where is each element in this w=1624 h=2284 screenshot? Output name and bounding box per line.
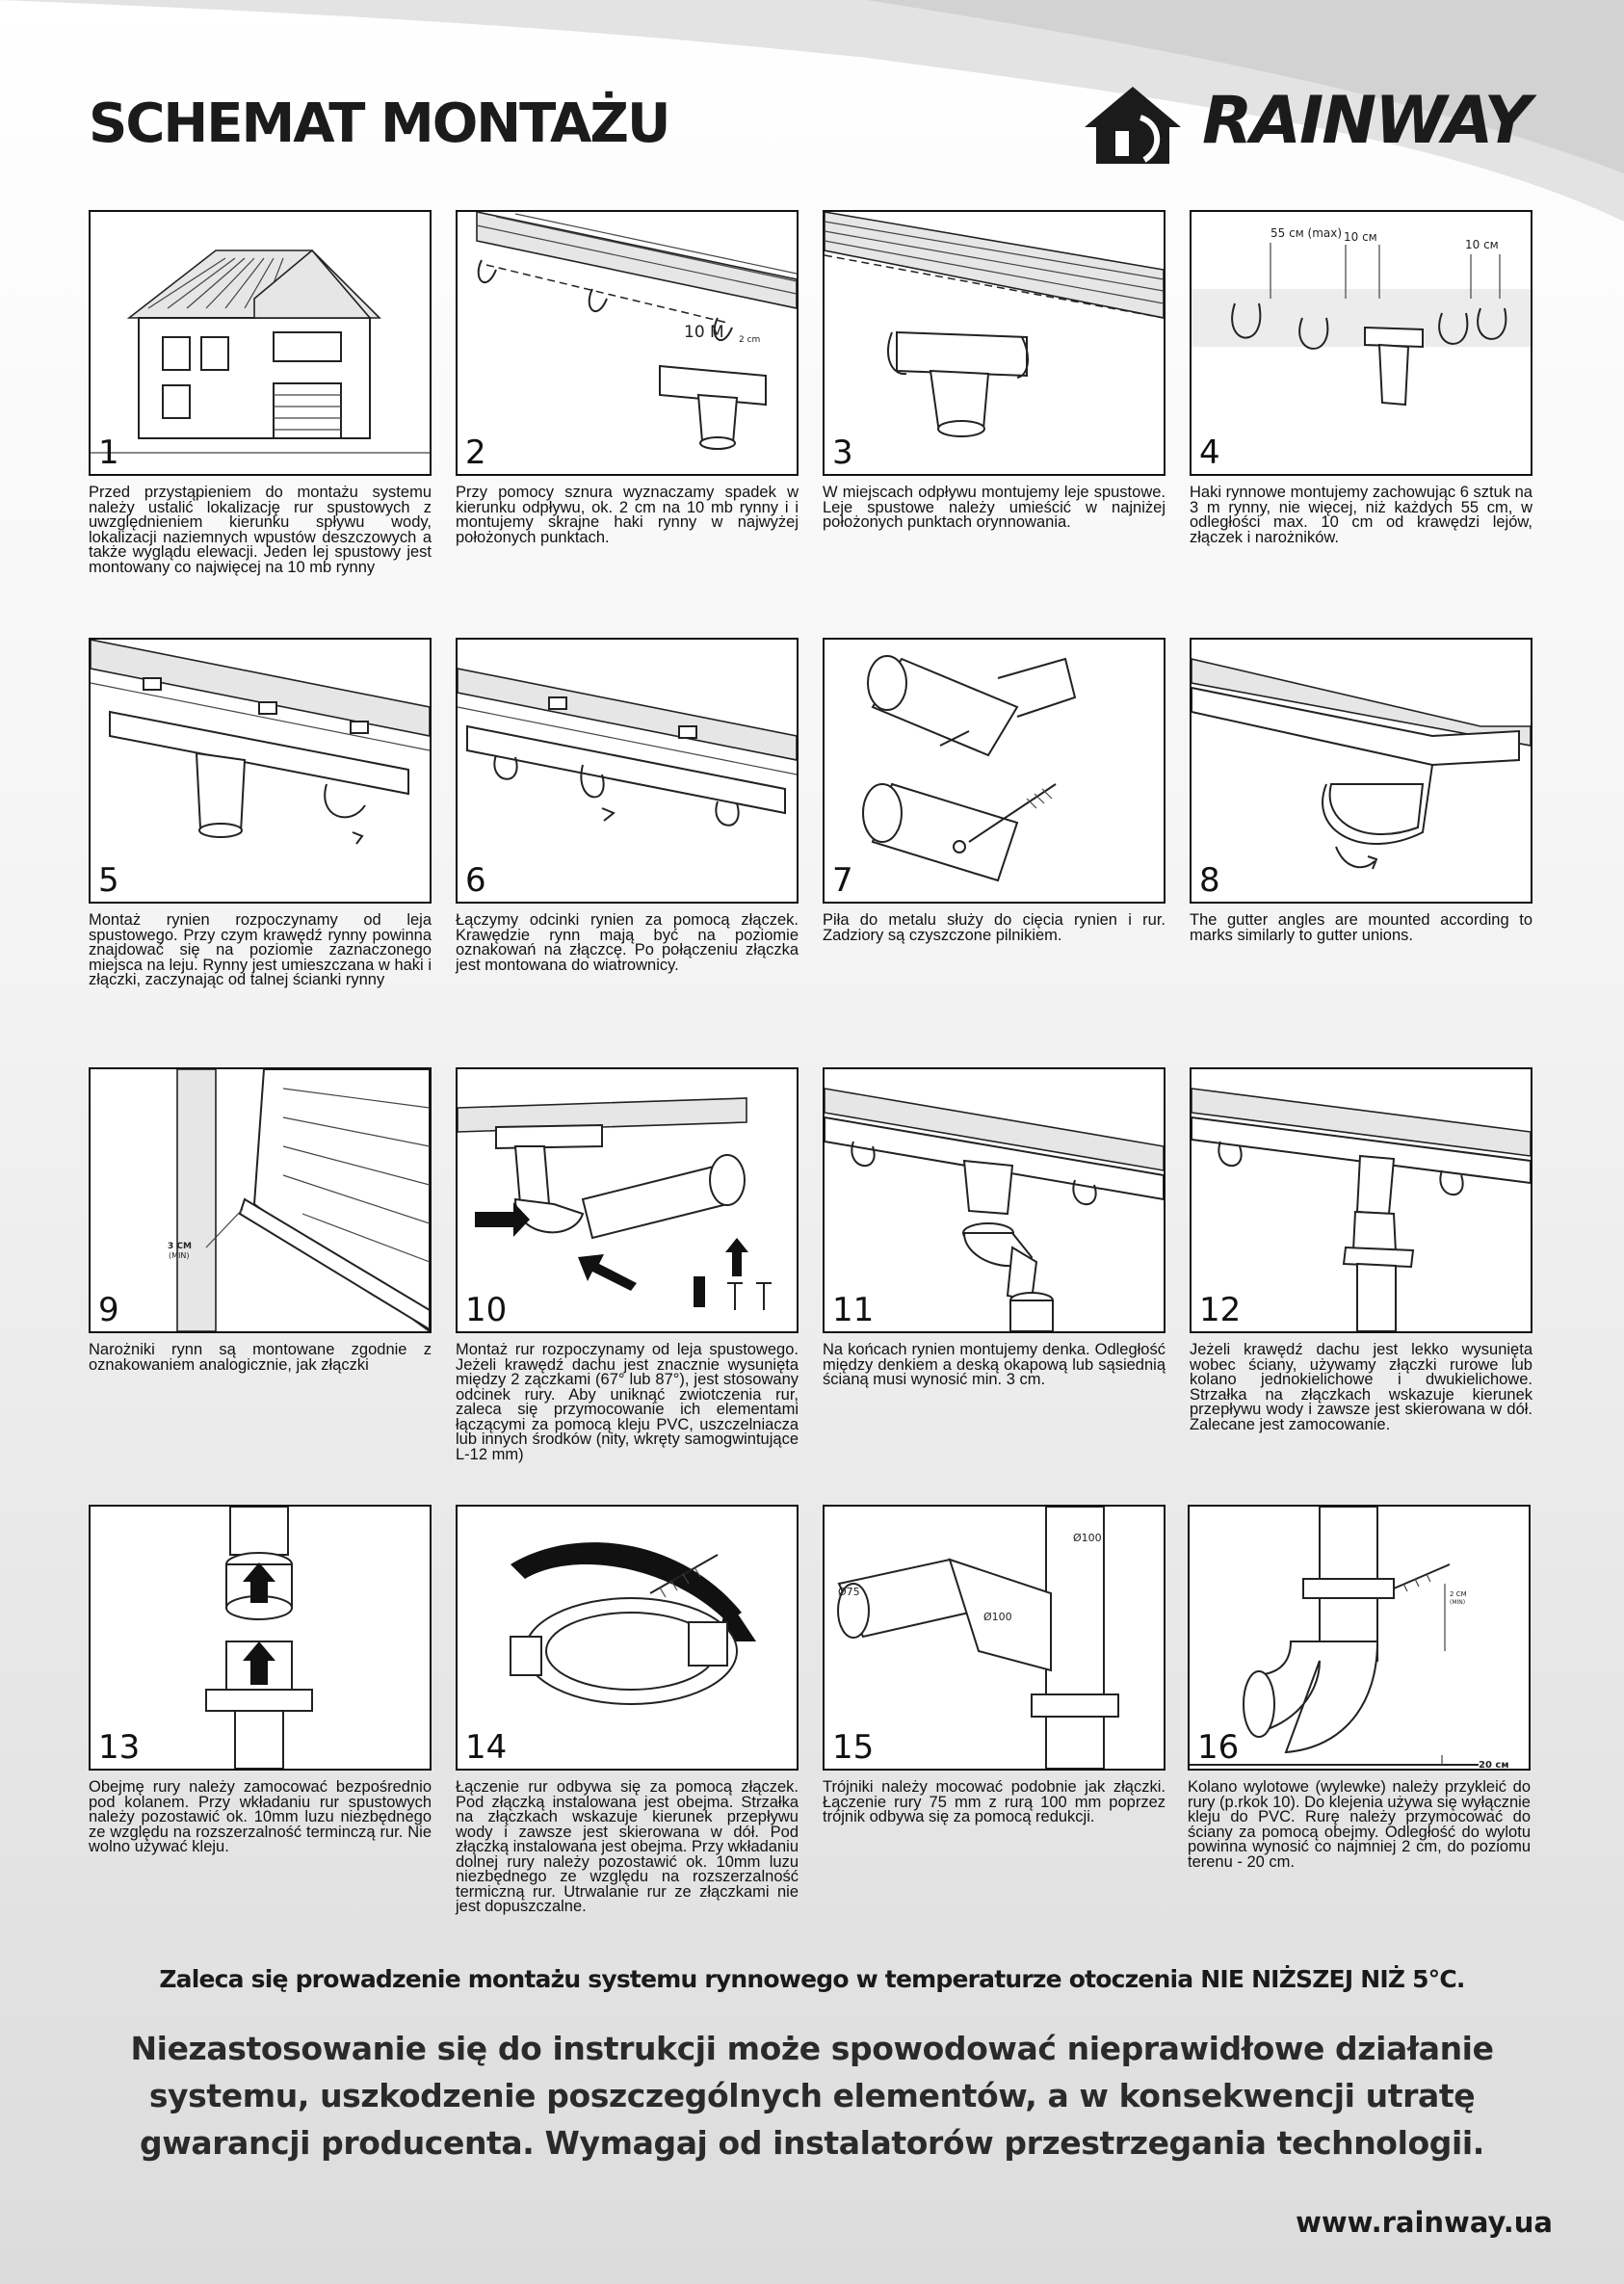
step-description: Jeżeli krawędź dachu jest lekko wysunięta wobec ściany, używamy złączki rurowe lub kolano jednokielichowe i dwukielichowe. Strzałka na złączkach wskazuje kierunek przepływu wody i zawsze jest skierowana w dół. Zalecane jest zamocowanie. [1190,1341,1532,1433]
gutter-string-illustration [458,212,797,474]
step-illustration [456,210,799,476]
step-description: Przed przystąpieniem do montażu systemu należy ustalić lokalizację rur spustowych z uwzględnieniem kierunku spływu wody, lokalizacji naziemnych wpustów deszczowych a także wyglądu elewacji. Jeden lej spustowy jest montowany co najwięcej na 10 mb rynny [89,484,432,576]
step-illustration [89,638,432,904]
step-number: 13 [98,1728,141,1767]
step-illustration [89,210,432,476]
distance-label: (MIN) [169,1251,190,1260]
spacing-label: 10 см [1344,230,1377,244]
distance-label: (MIN) [1450,1599,1466,1606]
step-illustration [1190,1067,1532,1333]
step-number: 5 [98,861,119,900]
step-description: Trójniki należy mocować podobnie jak złączki. Łączenie rury 75 mm z rurą 100 mm poprzez trójnik odbywa się za pomocą redukcji. [823,1778,1166,1825]
pipe-clamp-illustration [458,1507,797,1769]
step-12 [1190,1067,1532,1432]
step-number: 6 [465,861,486,900]
diameter-label: Ø75 [838,1586,860,1598]
step-8 [1190,638,1532,943]
distance-label: 2 CM [1450,1590,1467,1598]
gutter-joint-illustration [458,640,797,902]
tee-junction-illustration [825,1507,1164,1769]
spacing-label: 55 см (max) [1270,226,1343,240]
diameter-label: Ø100 [983,1611,1012,1623]
step-14 [456,1505,799,1915]
pipe-bracket-illustration [91,1507,430,1769]
outlet-elbow-illustration [1190,1507,1529,1769]
step-illustration [823,1067,1166,1333]
step-description: Montaż rur rozpoczynamy od leja spustowego. Jeżeli krawędź dachu jest znacznie wysunięta między 2 zączkami (67° lub 87°), jest stosowany odcinek rury. Aby uniknąć zwiotczenia rur, zaleca się przymocowanie ich elementami łączącymi za pomocą kleju PVC, uszczelniacza lub innych środków (nity, wkręty samogwintujące L-12 mm) [456,1341,799,1463]
brand-name: RAINWAY [1202,83,1530,159]
step-illustration [1188,1505,1531,1771]
step-number: 8 [1199,861,1220,900]
saw-illustration [825,640,1164,902]
step-15 [823,1505,1166,1825]
step-3 [823,210,1166,531]
step-16 [1188,1505,1531,1870]
step-5 [89,638,432,988]
step-number: 7 [832,861,853,900]
step-illustration [823,210,1166,476]
house-illustration [91,212,430,474]
step-illustration [823,638,1166,904]
diameter-label: Ø100 [1073,1532,1102,1544]
step-description: Łączymy odcinki rynien za pomocą złączek. Krawędzie rynn mają być na poziomie oznakowań na złączcę. Po połączeniu złączka jest montowana do wiatrownicy. [456,911,799,974]
step-9 [89,1067,432,1373]
pipe-elbow-illustration [458,1069,797,1331]
page-title: SCHEMAT MONTAŻU [89,92,669,155]
warranty-warning: Niezastosowanie się do instrukcji może spowodować nieprawidłowe działanie systemu, uszkodzenie poszczególnych elementów, a w konsekwencji utratę gwarancji producenta. Wymagaj od instalatorów przestrzegania technologii. [130,2030,1494,2162]
distance-label: 3 CM [168,1242,192,1251]
step-number: 16 [1197,1728,1240,1767]
step-4 [1190,210,1532,545]
end-cap-illustration [91,1069,430,1331]
step-illustration [456,1067,799,1333]
step-2 [456,210,799,545]
step-illustration [1190,210,1532,476]
step-illustration [1190,638,1532,904]
step-number: 1 [98,433,119,472]
pipe-coupler-illustration [1192,1069,1531,1331]
step-1 [89,210,432,575]
step-illustration [823,1505,1166,1771]
downpipe-connection-illustration [825,1069,1164,1331]
height-label: 20 см [1479,1760,1509,1769]
step-7 [823,638,1166,943]
step-13 [89,1505,432,1855]
step-description: Na końcach rynien montujemy denka. Odległość między denkiem a deską okapową lub sąsiednią ścianą musi wynosić min. 3 cm. [823,1341,1166,1388]
step-description: Łączenie rur odbywa się za pomocą złączek. Pod złączką instalowana jest obejma. Strzałka na złączkach wskazuje kierunek przepływu wody i zawsze jest skierowana w dół. Pod złączką instalowana jest obejma. Przy wkładaniu dolnej rury należy pozostawić ok. 10mm luzu niezbędnego ze względu na rozszerzalność termiczną rur. Utrwalanie rur ze złączkami nie jest dopuszczalne. [456,1778,799,1915]
step-number: 12 [1199,1291,1242,1329]
step-10 [456,1067,799,1462]
step-number: 2 [465,433,486,472]
step-number: 9 [98,1291,119,1329]
step-description: The gutter angles are mounted according to marks similarly to gutter unions. [1190,911,1532,944]
step-number: 14 [465,1728,508,1767]
length-label: 10 M [684,323,724,342]
slope-label: 2 cm [739,335,761,345]
step-description: Haki rynnowe montujemy zachowując 6 sztuk na 3 m rynny, nie więcej, niż każdych 55 cm, w odległości max. 10 cm od krawędzi lejów, złączek i narożników. [1190,484,1532,546]
step-description: Piła do metalu służy do cięcia rynien i rur. Zadziory są czyszczone pilnikiem. [823,911,1166,944]
outlet-illustration [825,212,1164,474]
step-description: Kolano wylotowe (wylewke) należy przykleić do rury (p.rkok 10). Do klejenia używa się wyłącznie kleju do PVC. Rurę należy przymocować do ściany za pomocą obejmy. Odległość do wylotu powinna wynosić co najmniej 2 cm, do poziomu terenu - 20 cm. [1188,1778,1531,1871]
step-6 [456,638,799,973]
step-illustration [89,1505,432,1771]
step-number: 11 [832,1291,875,1329]
house-logo-icon [1077,79,1202,168]
step-number: 15 [832,1728,875,1767]
step-illustration [89,1067,432,1333]
step-illustration [456,1505,799,1771]
step-number: 10 [465,1291,508,1329]
website-link[interactable]: www.rainway.ua [1296,2206,1553,2239]
step-description: Przy pomocy sznura wyznaczamy spadek w kierunku odpływu, ok. 2 cm na 10 mb rynny i i montujemy skrajne haki rynny w najwyżej położonych punktach. [456,484,799,546]
brand-logo [1077,79,1539,168]
step-number: 3 [832,433,853,472]
spacing-label: 10 см [1465,238,1499,251]
step-description: Narożniki rynn są montowane zgodnie z oznakowaniem analogicznie, jak złączki [89,1341,432,1374]
hook-spacing-illustration [1192,212,1531,474]
step-illustration [456,638,799,904]
gutter-angle-illustration [1192,640,1531,902]
step-description: Obejmę rury należy zamocować bezpośrednio pod kolanem. Przy wkładaniu rur spustowych należy pozostawić ok. 10mm luzu niezbędnego ze względu na rozszerzalność terminczą rur. Nie wolno używać kleju. [89,1778,432,1855]
step-number: 4 [1199,433,1220,472]
step-description: Montaż rynien rozpoczynamy od leja spustowego. Przy czym krawędź rynny powinna znajdować się na poziomie zaznaczonego miejsca na leju. Rynny jest umieszczana w haki i złączki, zaczynając od talnej ścianki rynny [89,911,432,988]
gutter-mount-illustration [91,640,430,902]
step-description: W miejscach odpływu montujemy leje spustowe. Leje spustowe należy umieścić w najniżej położonych punktach orynnowania. [823,484,1166,531]
temperature-note: Zaleca się prowadzenie montażu systemu rynnowego w temperaturze otoczenia NIE NIŻSZEJ NIŻ 5°C. [159,1965,1465,1993]
step-11 [823,1067,1166,1388]
